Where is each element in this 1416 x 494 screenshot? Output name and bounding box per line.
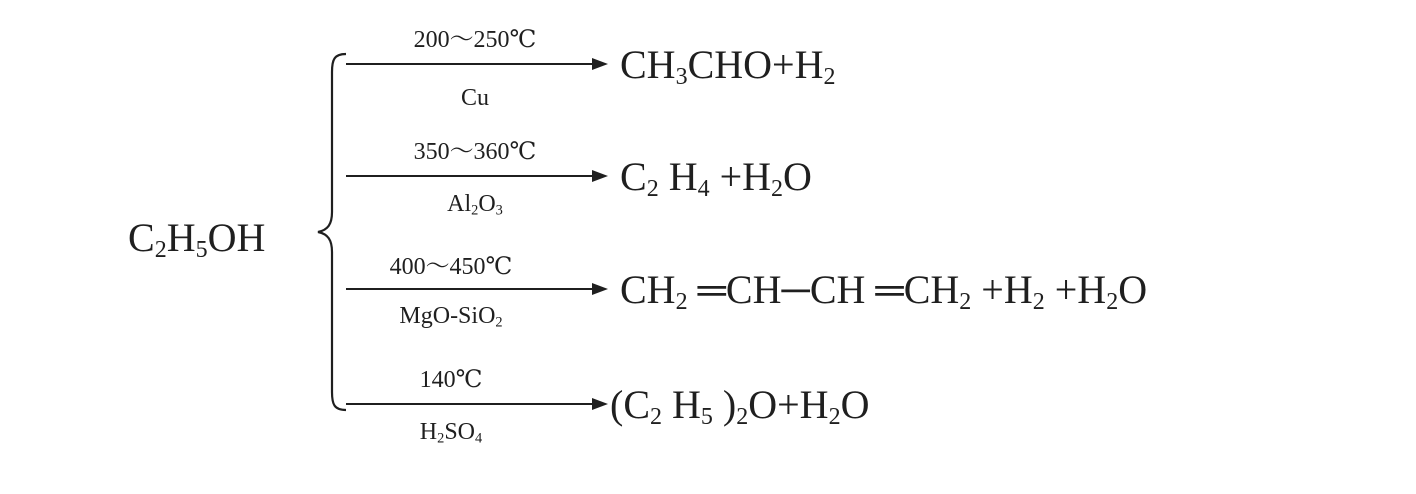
catalyst-subscript: 2 [495,314,503,331]
route-4-arrow [346,398,608,410]
product-subscript: 5 [700,404,713,430]
product-subscript: 2 [771,176,784,202]
route-3-temperature: 400～450℃ [389,254,513,280]
route-2-product [620,154,812,202]
route-3-arrow [346,283,608,295]
product-subscript: 2 [646,176,659,202]
reactant-subscript: 5 [195,237,208,263]
product-part: H [662,382,701,427]
product-part: CH [620,267,676,312]
route-3-catalyst [326,303,576,331]
reactant-part: H [166,215,196,260]
left-brace [312,52,352,412]
route-4-product [610,382,870,430]
catalyst-subscript: 3 [495,202,503,219]
product-part: O+H [748,382,829,427]
product-part: O [840,382,870,427]
catalyst-subscript: 2 [437,430,445,447]
route-3-product [620,267,1148,315]
product-subscript: 2 [650,404,662,430]
reactant-part: OH [207,215,266,260]
product-part: O [783,154,812,199]
product-subscript: 3 [675,64,688,90]
catalyst-part: MgO-SiO [399,303,496,329]
product-subscript: 2 [823,64,836,90]
catalyst-part: Cu [460,85,489,111]
product-part: O [1118,267,1148,312]
product-subscript: 2 [736,404,749,430]
route-4-temperature: 140℃ [419,367,483,393]
reactant-formula [128,215,266,263]
product-subscript: 2 [1032,289,1045,315]
reactant-subscript: 2 [154,237,167,263]
product-part: H [658,154,698,199]
catalyst-subscript: 2 [471,202,479,219]
product-part: C [620,154,647,199]
route-1-temperature: 200～250℃ [413,27,537,53]
route-1-product [620,42,836,90]
product-part: +H [1044,267,1107,312]
route-4-catalyst [326,419,576,447]
product-part: (C [610,382,650,427]
catalyst-subscript: 4 [475,430,483,447]
product-subscript: 2 [675,289,688,315]
route-2-temperature: 350～360℃ [413,139,537,165]
product-subscript: 2 [1106,289,1119,315]
catalyst-part: H [419,419,438,445]
product-subscript: 2 [828,404,841,430]
product-part: +H [971,267,1033,312]
product-subscript: 4 [697,176,710,202]
product-subscript: 2 [959,289,972,315]
product-part: CH [620,42,676,87]
reactant-part: C [128,215,155,260]
product-part: ═CH─CH ═CH [687,267,960,312]
catalyst-part: O [478,191,496,217]
product-part: ) [712,382,737,427]
catalyst-part: SO [444,419,476,445]
route-1-catalyst [350,86,600,110]
catalyst-part: Al [447,191,472,217]
product-part: +H [709,154,772,199]
route-2-catalyst [350,191,600,219]
product-part: CHO+H [687,42,824,87]
route-2-arrow [346,170,608,182]
route-1-arrow [346,58,608,70]
